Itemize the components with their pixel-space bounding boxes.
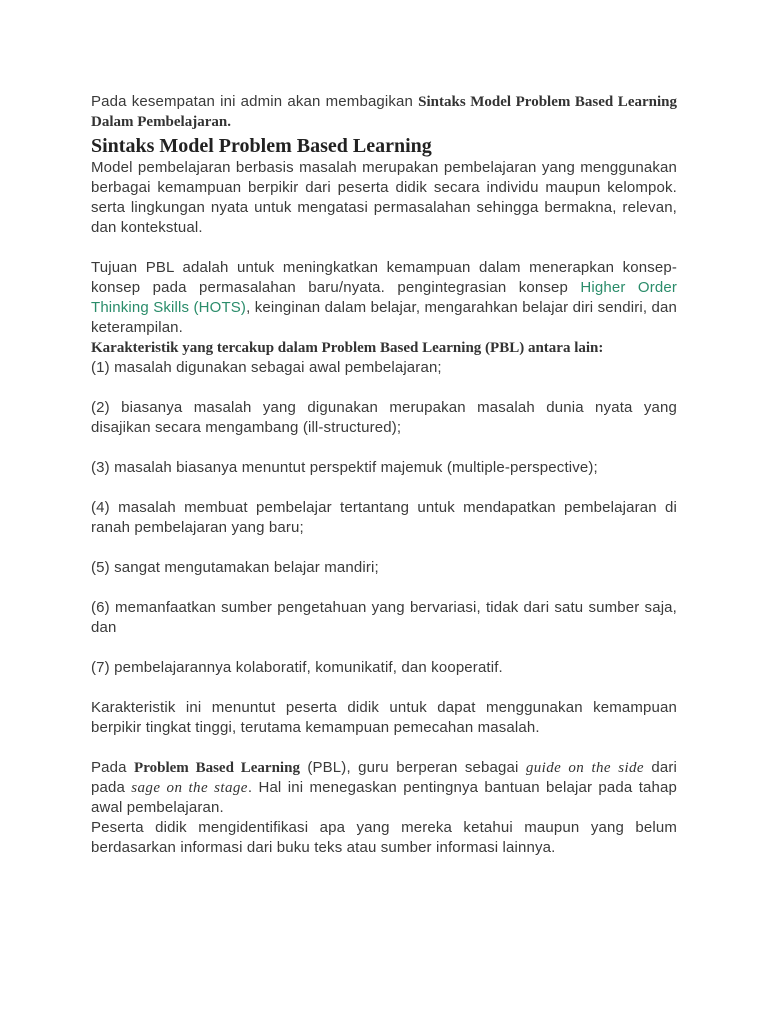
role-pre: Pada (91, 759, 135, 776)
role-italic-sage: sage on the stage (131, 780, 248, 796)
characteristic-item-6: (6) memanfaatkan sumber pengetahuan yang bervariasi, tidak dari satu sumber saja, dan (91, 599, 677, 636)
definition-paragraph: Model pembelajaran berbasis masalah merupakan pembelajaran yang menggunakan berbagai kemampuan berpikir dari peserta didik secara individu maupun kelompok. serta lingkungan nyata untuk mengatasi permasalahan sehingga bermakna, relevan, dan kontekstual. (91, 159, 677, 236)
hots-paragraph: Karakteristik ini menuntut peserta didik untuk dapat menggunakan kemampuan berpikir tingkat tinggi, terutama kemampuan pemecahan masalah. (91, 699, 677, 736)
purpose-paragraph (91, 258, 677, 338)
characteristics-title: Karakteristik yang tercakup dalam Problem Based Learning (PBL) antara lain: (91, 340, 604, 356)
section-heading: Sintaks Model Problem Based Learning (91, 135, 432, 157)
intro-paragraph (91, 92, 677, 132)
intro-text: Pada kesempatan ini admin akan membagikan (91, 93, 419, 110)
characteristic-item-3: (3) masalah biasanya menuntut perspektif majemuk (multiple-perspective); (91, 459, 598, 476)
article-body (91, 92, 677, 858)
role-mid1: (PBL), guru berperan sebagai (299, 759, 526, 776)
characteristic-item-5: (5) sangat mengutamakan belajar mandiri; (91, 559, 379, 576)
purpose-text-rest: , keinginan dalam belajar, mengarahkan belajar diri sendiri, dan keterampilan. (91, 299, 677, 336)
intro-bold-title: Sintaks Model Problem Based Learning Dalam Pembelajaran. (91, 94, 677, 130)
role-mid2: dari pada (91, 759, 677, 796)
characteristic-item-2: (2) biasanya masalah yang digunakan merupakan masalah dunia nyata yang disajikan secara mengambang (ill-structured); (91, 399, 677, 436)
characteristic-item-1: (1) masalah digunakan sebagai awal pembelajaran; (91, 359, 442, 376)
characteristic-item-7: (7) pembelajarannya kolaboratif, komunikatif, dan kooperatif. (91, 659, 503, 676)
role-post: . Hal ini menegaskan pentingnya bantuan belajar pada tahap awal pembelajaran. (91, 779, 677, 816)
identify-paragraph: Peserta didik mengidentifikasi apa yang mereka ketahui maupun yang belum berdasarkan informasi dari buku teks atau sumber informasi lainnya. (91, 819, 677, 856)
role-bold-term: Problem Based Learning (134, 760, 300, 776)
purpose-text: Tujuan PBL adalah untuk meningkatkan kemampuan dalam menerapkan konsep-konsep pada permasalahan baru/nyata. pengintegrasian konsep (91, 259, 677, 296)
teacher-role-paragraph (91, 758, 677, 818)
hots-link[interactable]: Higher Order Thinking Skills (HOTS) (91, 279, 677, 316)
characteristic-item-4: (4) masalah membuat pembelajar tertantang untuk mendapatkan pembelajaran di ranah pembelajaran yang baru; (91, 499, 677, 536)
role-italic-guide: guide on the side (525, 760, 644, 776)
